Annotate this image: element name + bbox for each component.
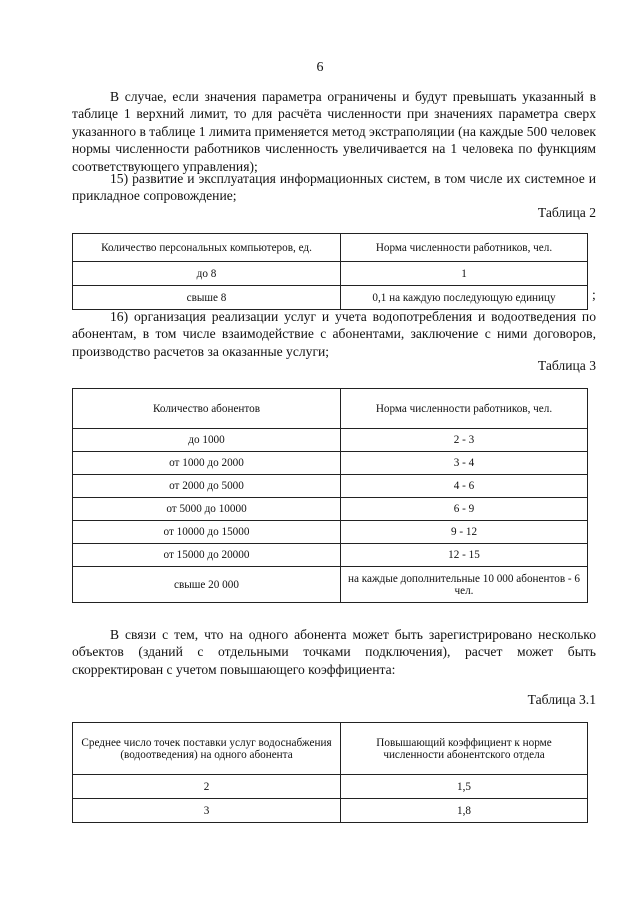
paragraph-coefficient-intro: В связи с тем, что на одного абонента может быть зарегистрировано несколько объектов (зданий с отдельными точками подключения), расчет может быть скорректирован с учетом повышающего коэффициента: [72, 627, 596, 677]
paragraph-item-15: 15) развитие и эксплуатация информационных систем, в том числе их системное и прикладное сопровождение; [72, 171, 596, 204]
table-cell: до 1000 [73, 429, 341, 452]
table-2-trailing-semicolon: ; [592, 287, 596, 302]
table-cell: 1 [341, 262, 588, 286]
table-2 [72, 233, 588, 310]
table-cell: от 15000 до 20000 [73, 544, 341, 567]
table-row [73, 452, 588, 475]
table-3 [72, 388, 588, 603]
table-row [73, 475, 588, 498]
table-cell: от 2000 до 5000 [73, 475, 341, 498]
table-3-caption: Таблица 3 [537, 358, 596, 373]
table-row [73, 498, 588, 521]
table-header-cell: Количество персональных компьютеров, ед. [73, 234, 341, 262]
table-3-1-caption: Таблица 3.1 [527, 692, 596, 707]
table-row [73, 775, 588, 799]
table-header-cell: Норма численности работников, чел. [341, 389, 588, 429]
table-header-cell: Количество абонентов [73, 389, 341, 429]
table-cell: 12 - 15 [341, 544, 588, 567]
table-row [73, 521, 588, 544]
table-cell: до 8 [73, 262, 341, 286]
table-row [73, 429, 588, 452]
table-cell: 3 [73, 799, 341, 823]
table-3-1 [72, 722, 588, 823]
table-row [73, 262, 588, 286]
table-header-cell: Среднее число точек поставки услуг водоснабжения (водоотведения) на одного абонента [73, 723, 341, 775]
table-2-caption: Таблица 2 [537, 205, 596, 220]
table-cell: от 1000 до 2000 [73, 452, 341, 475]
table-cell: 6 - 9 [341, 498, 588, 521]
table-cell: от 5000 до 10000 [73, 498, 341, 521]
table-header-cell: Норма численности работников, чел. [341, 234, 588, 262]
table-row [73, 567, 588, 603]
table-row [73, 799, 588, 823]
table-cell: свыше 20 000 [73, 567, 341, 603]
table-cell: на каждые дополнительные 10 000 абонентов - 6 чел. [341, 567, 588, 603]
table-cell: 2 [73, 775, 341, 799]
table-cell: 3 - 4 [341, 452, 588, 475]
table-cell: 4 - 6 [341, 475, 588, 498]
table-row [73, 544, 588, 567]
table-cell: 2 - 3 [341, 429, 588, 452]
table-cell: 1,5 [341, 775, 588, 799]
paragraph-extrapolation: В случае, если значения параметра ограничены и будут превышать указанный в таблице 1 верхний лимит, то для расчёта численности при значениях параметра сверх указанного в таблице 1 лимита применяется метод экстраполяции (на каждые 500 человек нормы численности работников численность увеличивается на 1 человека по функциям соответствующего управления); [72, 89, 596, 174]
paragraph-item-16: 16) организация реализации услуг и учета водопотребления и водоотведения по абонентам, в том числе взаимодействие с абонентами, заключение с ними договоров, производство расчетов за оказанные услуги; [72, 309, 596, 359]
table-cell: 9 - 12 [341, 521, 588, 544]
table-cell: 0,1 на каждую последующую единицу [341, 286, 588, 310]
table-cell: свыше 8 [73, 286, 341, 310]
table-row [73, 286, 588, 310]
table-header-cell: Повышающий коэффициент к норме численности абонентского отдела [341, 723, 588, 775]
page-number: 6 [316, 60, 324, 75]
table-cell: от 10000 до 15000 [73, 521, 341, 544]
table-cell: 1,8 [341, 799, 588, 823]
